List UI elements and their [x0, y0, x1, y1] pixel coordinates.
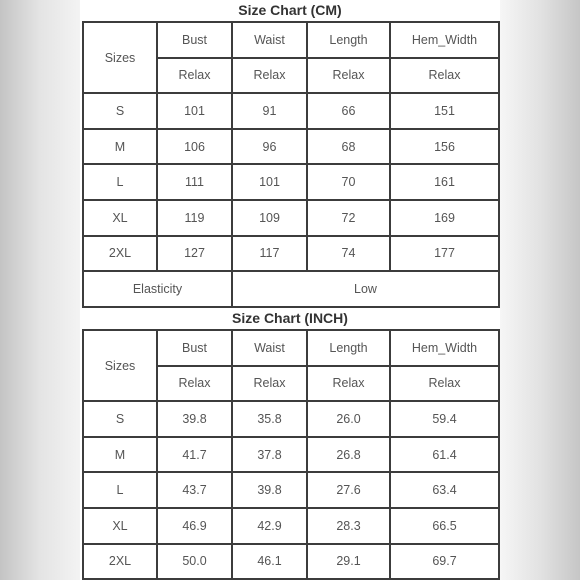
size-cell: S: [83, 93, 157, 129]
elasticity-row: [83, 271, 499, 307]
bust-cell: 39.8: [157, 401, 232, 437]
bust-cell: 46.9: [157, 508, 232, 544]
table-row: [83, 129, 499, 165]
size-cell: S: [83, 401, 157, 437]
waist-cell: 117: [232, 236, 307, 272]
waist-cell: 37.8: [232, 437, 307, 473]
length-cell: 27.6: [307, 472, 390, 508]
inch-size-table: [82, 329, 500, 580]
inch-subheader-length: Relax: [307, 366, 390, 402]
elasticity-value: Low: [232, 271, 499, 307]
cm-sizes-header: Sizes: [83, 22, 157, 93]
hem-width-cell: 69.7: [390, 544, 499, 580]
table-row: [83, 93, 499, 129]
length-cell: 29.1: [307, 544, 390, 580]
size-cell: L: [83, 472, 157, 508]
bust-cell: 127: [157, 236, 232, 272]
waist-cell: 39.8: [232, 472, 307, 508]
hem-width-cell: 63.4: [390, 472, 499, 508]
cm-subheader-waist: Relax: [232, 58, 307, 94]
cm-header-length: Length: [307, 22, 390, 58]
bust-cell: 41.7: [157, 437, 232, 473]
table-row: [83, 164, 499, 200]
inch-subheader-hem-width: Relax: [390, 366, 499, 402]
inch-header-bust: Bust: [157, 330, 232, 366]
table-row: [83, 236, 499, 272]
hem-width-cell: 61.4: [390, 437, 499, 473]
bust-cell: 119: [157, 200, 232, 236]
waist-cell: 35.8: [232, 401, 307, 437]
cm-header-bust: Bust: [157, 22, 232, 58]
hem-width-cell: 177: [390, 236, 499, 272]
table-row: [83, 437, 499, 473]
bust-cell: 43.7: [157, 472, 232, 508]
table-row: [83, 472, 499, 508]
size-cell: XL: [83, 200, 157, 236]
cm-chart-title: Size Chart (CM): [238, 2, 342, 18]
cm-header-waist: Waist: [232, 22, 307, 58]
table-row: [83, 200, 499, 236]
bust-cell: 101: [157, 93, 232, 129]
bust-cell: 106: [157, 129, 232, 165]
hem-width-cell: 66.5: [390, 508, 499, 544]
length-cell: 28.3: [307, 508, 390, 544]
length-cell: 26.8: [307, 437, 390, 473]
bust-cell: 50.0: [157, 544, 232, 580]
inch-chart-title: Size Chart (INCH): [232, 310, 348, 326]
waist-cell: 42.9: [232, 508, 307, 544]
waist-cell: 109: [232, 200, 307, 236]
length-cell: 26.0: [307, 401, 390, 437]
bust-cell: 111: [157, 164, 232, 200]
size-cell: XL: [83, 508, 157, 544]
elasticity-label: Elasticity: [83, 271, 232, 307]
cm-header-row: [83, 22, 499, 58]
cm-subheader-hem-width: Relax: [390, 58, 499, 94]
cm-size-table: [82, 21, 500, 308]
waist-cell: 101: [232, 164, 307, 200]
inch-header-length: Length: [307, 330, 390, 366]
length-cell: 66: [307, 93, 390, 129]
inch-header-hem-width: Hem_Width: [390, 330, 499, 366]
length-cell: 68: [307, 129, 390, 165]
length-cell: 72: [307, 200, 390, 236]
inch-header-row: [83, 330, 499, 366]
size-chart-sheet: [80, 0, 500, 580]
waist-cell: 96: [232, 129, 307, 165]
inch-header-waist: Waist: [232, 330, 307, 366]
size-cell: L: [83, 164, 157, 200]
inch-subheader-bust: Relax: [157, 366, 232, 402]
hem-width-cell: 156: [390, 129, 499, 165]
size-cell: 2XL: [83, 236, 157, 272]
cm-header-hem-width: Hem_Width: [390, 22, 499, 58]
table-row: [83, 544, 499, 580]
hem-width-cell: 161: [390, 164, 499, 200]
waist-cell: 91: [232, 93, 307, 129]
inch-subheader-waist: Relax: [232, 366, 307, 402]
hem-width-cell: 59.4: [390, 401, 499, 437]
inch-sizes-header: Sizes: [83, 330, 157, 401]
length-cell: 70: [307, 164, 390, 200]
cm-subheader-bust: Relax: [157, 58, 232, 94]
cm-subheader-length: Relax: [307, 58, 390, 94]
table-row: [83, 508, 499, 544]
size-cell: 2XL: [83, 544, 157, 580]
hem-width-cell: 169: [390, 200, 499, 236]
size-cell: M: [83, 129, 157, 165]
table-row: [83, 401, 499, 437]
waist-cell: 46.1: [232, 544, 307, 580]
length-cell: 74: [307, 236, 390, 272]
size-cell: M: [83, 437, 157, 473]
hem-width-cell: 151: [390, 93, 499, 129]
